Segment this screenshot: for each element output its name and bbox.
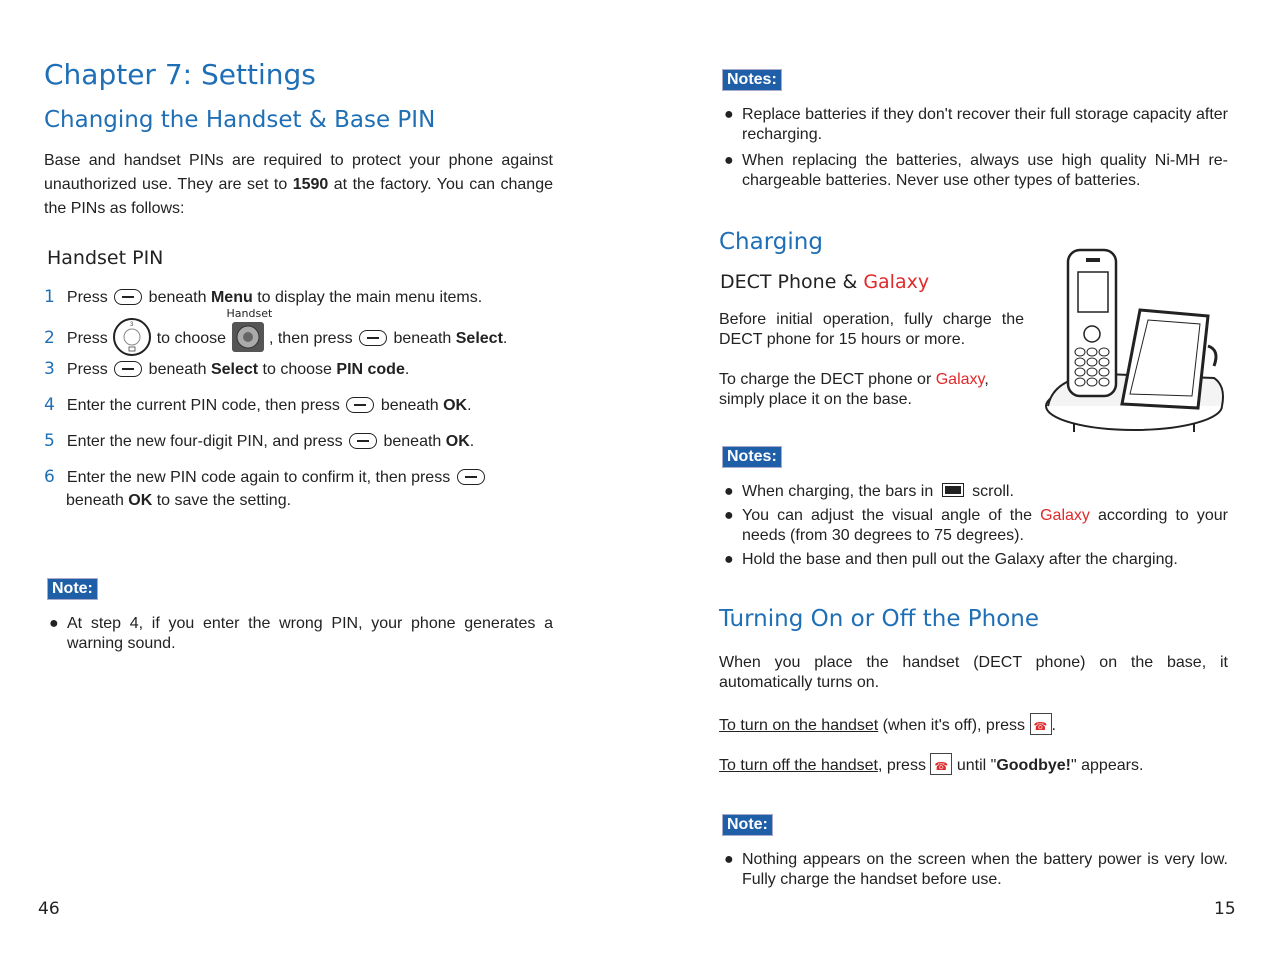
charging-note-2: ● You can adjust the visual angle of the Galaxy according to your needs (from 30 degrees to 75 degrees). [724, 507, 1229, 544]
charging-note-1: ● When charging, the bars in scroll. [724, 483, 1014, 500]
turn-on-instruction: To turn on the handset (when it's off), press ☎ . [719, 713, 1056, 736]
soft-key-icon [346, 397, 374, 413]
charging-note-3: ● Hold the base and then pull out the Galaxy after the charging. [724, 551, 1178, 568]
soft-key-icon [114, 361, 142, 377]
step-6-continued: beneath OK to save the setting. [66, 492, 292, 509]
section-title: Changing the Handset & Base PIN [44, 107, 436, 133]
notes-badge-2: Notes: [722, 446, 782, 468]
step-3: 3 Press beneath Select to choose PIN code. [44, 359, 410, 379]
note-bullet: ● At step 4, if you enter the wrong PIN, your phone generates a warning sound. [49, 615, 553, 652]
step-5: 5 Enter the new four-digit PIN, and press beneath OK. [44, 431, 475, 451]
step-4: 4 Enter the current PIN code, then press beneath OK. [44, 395, 472, 415]
step-6: 6 Enter the new PIN code again to confirm it, then press [44, 467, 487, 487]
note-badge-right: Note: [722, 814, 773, 836]
soft-key-icon [359, 330, 387, 346]
handset-settings-icon [231, 321, 265, 353]
charging-paragraph-1: Before initial operation, fully charge the DECT phone for 15 hours or more. [719, 311, 1024, 348]
soft-key-icon [114, 289, 142, 305]
page-number-left: 46 [38, 899, 60, 919]
end-call-key-icon: ☎ [930, 753, 952, 775]
step-2: 2 Press 3 to choose Handset , then press beneath Select. [44, 323, 507, 357]
page-number-right: 15 [1214, 899, 1236, 919]
end-call-key-icon: ☎ [1030, 713, 1052, 735]
battery-icon [942, 483, 964, 497]
soft-key-icon [457, 469, 485, 485]
handset-label: Handset [226, 307, 273, 320]
navigation-key-icon [112, 317, 152, 357]
intro-paragraph: Base and handset PINs are required to protect your phone against unauthorized use. They are set to 1590 at the factory. You can change the PINs as follows: [44, 152, 554, 217]
phone-and-galaxy-on-base-illustration [1044, 246, 1226, 436]
turning-paragraph: When you place the handset (DECT phone) on the base, it automatically turns on. [719, 654, 1228, 691]
notes-badge-1: Notes: [722, 69, 782, 91]
chapter-title: Chapter 7: Settings [44, 58, 316, 91]
charging-paragraph-2: To charge the DECT phone or Galaxy, simply place it on the base. [719, 371, 989, 408]
notes-bullet-2: ● When replacing the batteries, always use high quality Ni-MH re-chargeable batteries. Never use other types of batteries. [724, 152, 1228, 189]
note-bullet-right: ● Nothing appears on the screen when the battery power is very low. Fully charge the handset before use. [724, 851, 1228, 888]
step-1: 1 Press beneath Menu to display the main menu items. [44, 287, 483, 307]
charging-subtitle: DECT Phone & Galaxy [720, 271, 930, 293]
turn-off-instruction: To turn off the handset, press ☎ until "Goodbye!" appears. [719, 753, 1143, 776]
charging-title: Charging [719, 229, 823, 255]
soft-key-icon [349, 433, 377, 449]
turning-title: Turning On or Off the Phone [719, 606, 1040, 632]
note-badge: Note: [47, 578, 98, 600]
svg-text:3: 3 [130, 322, 134, 328]
subsection-handset-pin: Handset PIN [47, 247, 164, 269]
notes-bullet-1: ● Replace batteries if they don't recover their full storage capacity after recharging. [724, 106, 1228, 143]
